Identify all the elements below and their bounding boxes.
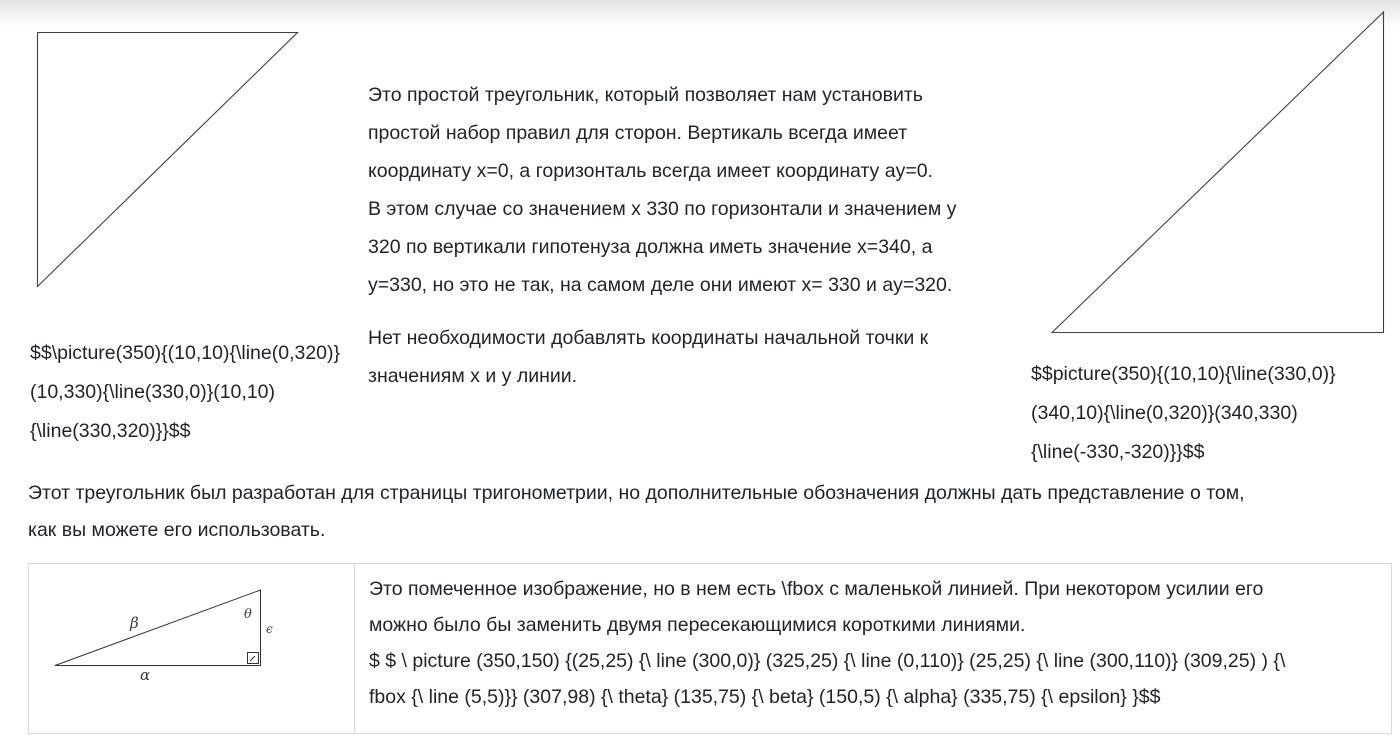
usage-paragraph: [28, 475, 1245, 549]
example-table: [28, 563, 1392, 734]
theta-label: θ: [244, 607, 252, 622]
code-line: $$picture(350){(10,10){\line(330,0)}: [1031, 363, 1336, 385]
text-line: Нет необходимости добавлять координаты начальной точки к: [368, 327, 929, 349]
left-triangle-figure: [36, 31, 299, 288]
code-line: {\line(-330,-320)}}$$: [1031, 441, 1205, 463]
left-figure-code: [30, 334, 340, 451]
text-line: Это помеченное изображение, но в нем есть \fbox с маленькой линией. При некотором усилии его: [369, 578, 1264, 600]
text-line: Этот треугольник был разработан для страницы тригонометрии, но дополнительные обозначения должны дать представление о том,: [28, 482, 1245, 504]
intro-paragraph-1: [368, 76, 956, 304]
code-line: $$\picture(350){(10,10){\line(0,320)}: [30, 342, 341, 364]
left-triangle-outline: [38, 33, 298, 287]
text-line: как вы можете его использовать.: [28, 519, 326, 541]
labeled-triangle-outline: [55, 590, 261, 666]
intro-text: [368, 76, 956, 395]
labeled-triangle-figure: [54, 588, 289, 690]
right-triangle-outline: [1052, 12, 1384, 333]
intro-paragraph-2: [368, 319, 956, 395]
code-line: $ $ \ picture (350,150) {(25,25) {\ line (300,0)} (325,25) {\ line (0,110)} (25,25) {\ line (300,110)} (309,25) ) {\: [369, 650, 1286, 672]
text-line: В этом случае со значением x 330 по горизонтали и значением y: [368, 198, 957, 220]
example-text-cell: [355, 564, 1391, 733]
code-line: fbox {\ line (5,5)}} (307,98) {\ theta} (135,75) {\ beta} (150,5) {\ alpha} (335,75) {\ epsilon} }$$: [369, 686, 1161, 708]
alpha-label: α: [140, 666, 151, 684]
text-line: координату x=0, а горизонталь всегда имеет координату ay=0.: [368, 160, 933, 182]
epsilon-label: ϵ: [266, 622, 273, 636]
text-line: 320 по вертикали гипотенуза должна иметь значение x=340, а: [368, 236, 933, 258]
text-line: Это простой треугольник, который позволяет нам установить: [368, 84, 923, 106]
text-line: простой набор правил для сторон. Вертикаль всегда имеет: [368, 122, 908, 144]
code-line: (340,10){\line(0,320)}(340,330): [1031, 402, 1298, 424]
text-line: значениям x и y линии.: [368, 365, 578, 387]
code-line: {\line(330,320)}}$$: [30, 420, 191, 442]
text-line: можно было бы заменить двумя пересекающимися короткими линиями.: [369, 614, 1026, 636]
right-figure-code: [1031, 355, 1336, 472]
beta-label: β: [130, 614, 139, 632]
text-line: y=330, но это не так, на самом деле они имеют x= 330 и ay=320.: [368, 274, 953, 296]
fbox-inner-line: [250, 656, 255, 661]
right-triangle-figure: [1051, 11, 1385, 334]
code-line: (10,330){\line(330,0)}(10,10): [30, 381, 275, 403]
example-diagram-cell: [29, 564, 355, 733]
